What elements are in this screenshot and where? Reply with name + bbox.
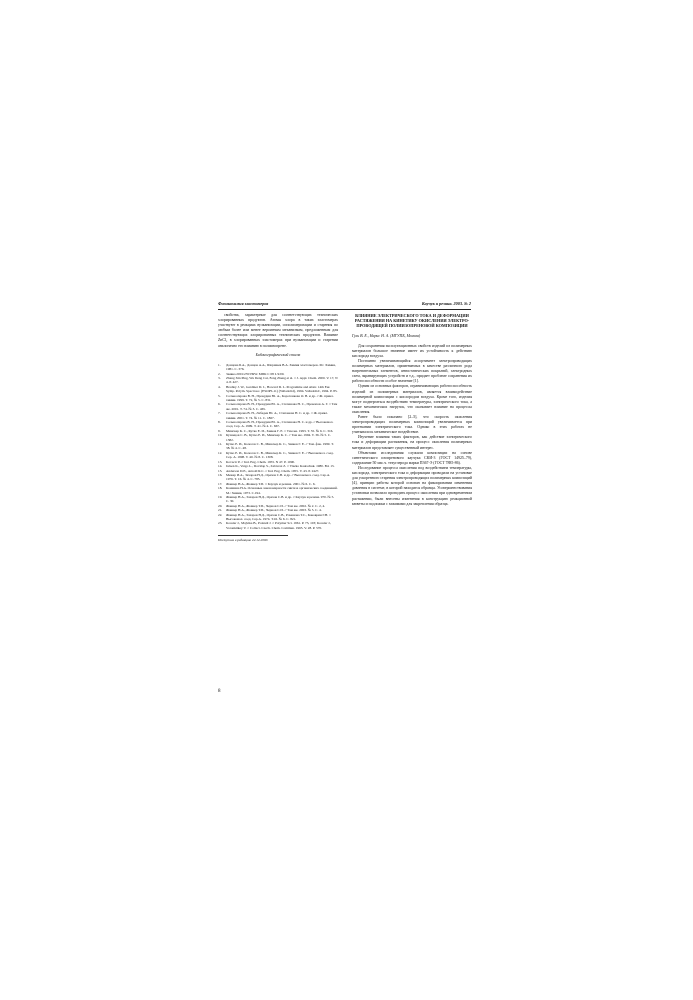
- reference-text: Минскер К. С., Кутко Е. И., Заиков Г. Е. // Там же. 1993. Т. 35. № 6. С. 316.: [226, 428, 334, 433]
- intro-paragraph: свойства, характерные для соответствующих технических хлорированных продуктов. Атомы хлора в таких эластомерах участвуют в реакциях вулканизации, сополимеризации и старения по любым более или менее вероятным механизмам, предложенным для соответствующих хлорированных технических продуктов. Влияние ZnCl₂ в хлорированных эластомерах при вулканизации и старении аналогично его влиянию в полиизопрене.: [218, 313, 338, 348]
- reference-text: Julsen K., Vargo L., Dovzlap S., Zalavraz Z. // Viszko Kautschuk. 1980. Bd. 13.: [226, 464, 335, 469]
- reference-text: Кузнецов С. В., Кутко Е. И., Минскер К. С. // Там же. 1994. Т. 36. № 5. С. 1382.: [226, 433, 331, 442]
- reference-text: Zhang Xin Ping, Wu Deng Cai, Feng Zheng et al. // J. Appl. Chem. 2000. V. 17, N 4. P. 427.: [226, 375, 338, 385]
- reference-number: 11.: [218, 442, 223, 447]
- reference-item: [218, 495, 338, 504]
- right-column: [352, 313, 472, 507]
- article-body: [352, 344, 472, 507]
- reference-list: [218, 363, 338, 530]
- reference-number: 17.: [218, 481, 223, 486]
- body-paragraph: Ранее было показано [2–5], что скорость окисления электропроводящих полимерных композиций увеличивается при протекании электрического тока. Однако в этих работах не учитывалось механическое воздействие.: [352, 415, 472, 435]
- reference-item: [218, 385, 338, 394]
- body-paragraph: Постоянно увеличивающийся ассортимент электропроводящих полимерных материалов, применяемых в качестве различного рода нагревательных элементов, антистатических покрытий, электродных схем, экранирующих устройств и т.д., придает проблеме сохранения их работоспособности особое значение [1].: [352, 358, 472, 384]
- reference-text: Жовнер Н.А., Жовнер Т.П. // Каучук и резина. 2001. № 6. С. 6.: [226, 481, 316, 486]
- body-paragraph: Для сохранения эксплуатационных свойств изделий из полимерных материалов большое значение имеет их устойчивость к действию кислорода воздуха.: [352, 343, 472, 358]
- reference-text: Bradley J. W., Gardiner D. J., Howard D. L. Programme and Abstr. 14th Eur. Symp. Polym. Spectrosc. (ESOPS-11) (Valladolid), 1994. Valladolid:, 1994. P. 85.: [226, 384, 338, 394]
- reference-text: Сольносирова В. Н., Прокудин Ю. А., Степанова Н. С. и др. // Высокомол. соед. Сер. А. 1999. Т. 41. № 4. С. 667.: [226, 420, 334, 429]
- reference-number: 1.: [218, 362, 221, 367]
- reference-text: Сольносирова В. Н., Прокудин Ю. А., Степанова Н. С., Прокопов А. Г. // Там же. 2001. Т. 74. № 3. С. 465.: [226, 402, 338, 411]
- reference-text: Коншина Н.А. Основные закономерности синтеза органических соединений. М.: Химия, 1973. С.194.: [226, 486, 338, 495]
- reference-text: Солъносирова В. Н., Прокудин Ю. А., Коротенкова О. В. и др. // Ж. прикл. химии. 1999. Т. 72, № 5. С. 831.: [226, 393, 334, 402]
- reference-number: 2.: [218, 371, 221, 376]
- reference-item: [218, 394, 338, 403]
- reference-item: [218, 513, 338, 522]
- header-section: Физикохимия эластомеров: [218, 301, 269, 306]
- reference-number: 16.: [218, 472, 223, 477]
- left-column: [218, 313, 338, 543]
- reference-number: 10.: [218, 433, 223, 438]
- reference-number: 4.: [218, 384, 221, 389]
- reference-number: 22.: [218, 512, 223, 517]
- reference-number: 18.: [218, 486, 223, 491]
- reference-item: [218, 433, 338, 442]
- reference-text: Кутко Е. И., Колесов С. В., Минскер К. С., Заиков Г. Е. // Высокомол. соед. Сер. А. 1998. Т. 40. № 8. С. 1308.: [226, 450, 334, 460]
- reference-item: [218, 486, 338, 495]
- header-journal: Каучук и резина. 2003. № 2: [421, 301, 471, 306]
- reference-number: 21.: [218, 508, 223, 513]
- reference-text: Жовнер Н.А., Жовнер Т.П., Чернов С.И. // Там же. 2002. № 2. С. 2, 4.: [226, 503, 326, 508]
- reference-text: Kossler J., Majvika B., Polandt J. // Polymer Sci. 1961. P. 73, 103; Kossler J., Voronkiikey V. // Collect. Czech. Chem. Commun. 1965. V. 28. P. 570.: [226, 521, 332, 530]
- reference-number: 23.: [218, 521, 223, 526]
- reference-number: 5.: [218, 393, 221, 398]
- reference-number: 6.: [218, 402, 221, 407]
- reference-item: [218, 363, 338, 372]
- reference-number: 3.: [218, 375, 221, 380]
- reference-number: 9.: [218, 428, 221, 433]
- reference-text: Донцова Б.А., Донцов А.А., Шершнев В.А. Химия эластомеров. М.: Химия, 1981. С. 376.: [226, 362, 336, 372]
- reference-text: Жовнер Н.А., Захаров Н.Д., Орехов С.В., Романова Т.С., Коковрин Г.Н. // Высокомол. соед. Сер.А. 1974. Т.16. № 6. С. 821.: [226, 512, 331, 521]
- reference-number: 20.: [218, 503, 223, 508]
- reference-text: Жовнер Н.А., Захаров Н.Д., Орехов С.В. и др. // Каучук и резина. 970. № 5. С. 30.: [226, 494, 335, 504]
- reference-item: [218, 451, 338, 460]
- reference-item: [218, 420, 338, 429]
- reference-item: [218, 521, 338, 530]
- reference-number: 7.: [218, 411, 221, 416]
- reference-number: 19.: [218, 494, 223, 499]
- reference-text: Кутко Е. И., Колесов С. В., Минскер К. С., Заиков Г. Е. // Там. фак. 1999. Т. 38. № 4. С. 48.: [226, 442, 334, 451]
- body-paragraph: Изучение влияния таких факторов, как действие электрического тока и деформации растяжения, на процесс окисления полимерных материалов представляет существенный интерес.: [352, 435, 472, 450]
- reference-text: Сольносирова В. Н., Лебедев Ю. А., Степанова Н. С. и др. // Ж. прикл. химии. 2001. Т. 74. № 11. С. 1867.: [226, 411, 328, 420]
- reference-item: [218, 376, 338, 385]
- body-paragraph: Исследование процесса окисления под воздействием температуры, кислорода, электрического тока и деформации проводили на установке для ускоренного старения электропроводящих полимерных композиций [4], принцип работы которой основан на фиксировании изменения давления в системе, в которой находятся образцы. Усовершенствования установки позволило проводить процесс окисления при одновременном растяжении, были внесены изменения в конструкцию реакционной кюветы и подложки с зажимами для закрепления образца.: [352, 465, 472, 506]
- reference-text: Anderson D.E., Arnold R.C. // Ind. Eng. Chem. 1955. V. 43. P. 2427.: [226, 468, 320, 473]
- received-date: Поступила в редакцию 22.12.2000.: [218, 535, 288, 543]
- running-header: [218, 299, 471, 310]
- reference-item: [218, 411, 338, 420]
- reference-item: [218, 442, 338, 451]
- reference-number: 8.: [218, 420, 221, 425]
- article-authors: Гуль В. Е., Нарис Н. А. (МГУПБ, Москва): [352, 333, 421, 338]
- reference-text: Заявка 2001/235339W. МПК С 08 L 9/00.: [226, 371, 285, 376]
- article-title: ВЛИЯНИЕ ЭЛЕКТРИЧЕСКОГО ТОКА И ДЕФОРМАЦИИ РАСТЯЖЕНИЯ НА КИНЕТИКУ ОКИСЛЕНИЯ ЭЛЕКТРО-ПРОВОДЯЩЕЙ ПОЛИИЗОПРЕНОВОЙ КОМПОЗИЦИИ: [354, 313, 470, 329]
- reference-item: [218, 402, 338, 411]
- bibliography-title: Библиографический список: [255, 352, 301, 357]
- page-number: 8: [218, 689, 221, 694]
- reference-number: 14.: [218, 464, 223, 469]
- body-paragraph: Объектами исследования служили композиции на основе синтетического изопренового каучука СКИ-3 (ГОСТ 14925–79), содержание 50 мас.ч. техуглерода марки П367-Э (ГОСТ 7885-86).: [352, 450, 472, 465]
- reference-number: 15.: [218, 468, 223, 473]
- reference-text: Жовнер Н.А., Жовнер Т.П., Чернов С.И. // Там же. 2003. № 5. С. 4.: [226, 508, 322, 513]
- reference-number: 13.: [218, 459, 223, 464]
- reference-text: Kovacic P. // Ind. Eng. Chem. 1955. N 47. P. 1090.: [226, 459, 295, 464]
- reference-number: 12.: [218, 450, 223, 455]
- reference-item: [218, 473, 338, 482]
- reference-text: Межер И.А., Захаров Н.Д., Орехов С.В. и др. // Высокомол. соед. Сер.А. 1976. Т. 16. № 4. С. 785.: [226, 472, 331, 482]
- body-paragraph: Одним из основных факторов, ограничивающих работоспособность изделий из полимерных материалов, является взаимодействие полимерной композиции с кислородом воздуха. Кроме того, изделия могут подвергаться воздействию температуры, электрического тока, а также механических нагрузок, что оказывает влияние на процессы окисления.: [352, 384, 472, 414]
